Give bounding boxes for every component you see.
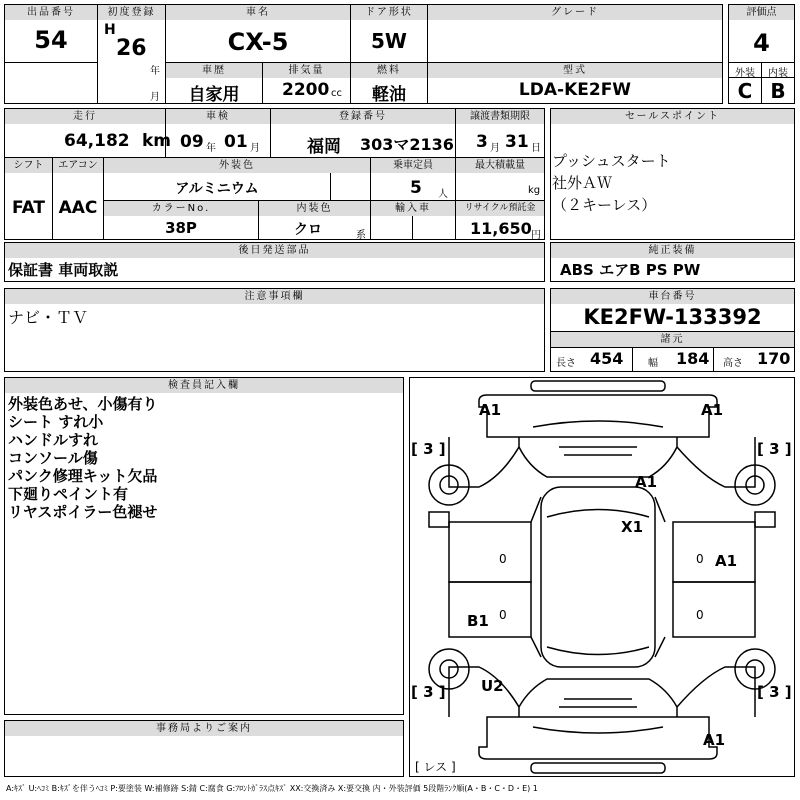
sales-point-2: 社外ＡＷ (552, 174, 613, 192)
score-label: 評価点 (729, 5, 794, 20)
grade-label: グレード (428, 5, 722, 20)
transfer-day: 31 (505, 132, 529, 152)
insp-month-unit: 月 (250, 143, 260, 154)
length: 454 (590, 349, 624, 368)
capacity-unit: 人 (438, 189, 448, 200)
shift: FAT (11, 198, 46, 218)
displacement: 2200 (282, 80, 330, 100)
score: 4 (753, 29, 770, 57)
damage-mark-rear-right: A1 (703, 731, 726, 749)
inspector-note: 下廻りペイント有 (8, 485, 129, 503)
regno-area: 福岡 (307, 137, 341, 157)
sales-point-1: プッシュスタート (552, 152, 671, 170)
transfer-day-unit: 日 (531, 143, 541, 154)
import-label: 輸入車 (371, 201, 455, 216)
width-label: 幅 (648, 358, 658, 369)
damage-mark-rear-left: U2 (481, 677, 504, 695)
car-diagram (409, 377, 795, 777)
recycle-label: リサイクル預託金 (456, 201, 544, 216)
genuine-label: 純正装備 (551, 243, 794, 258)
recycle-unit: 円 (531, 230, 541, 241)
inspector-note: リヤスポイラー色褪せ (8, 503, 158, 521)
displacement-unit: cc (331, 88, 342, 99)
seat-zero: 0 (696, 608, 704, 622)
month-unit: 月 (150, 92, 160, 103)
tire-front-left: [ 3 ] (411, 440, 446, 458)
year-unit: 年 (150, 66, 160, 77)
regno-num: 303マ2136 (360, 135, 454, 154)
model-label: 車名 (166, 5, 350, 20)
exterior-label: 外装 (735, 68, 755, 79)
color: アルミニウム (175, 181, 259, 197)
inspector-note: 外装色あせ、小傷有り (8, 395, 158, 413)
model-type: LDA-KE2FW (518, 80, 632, 100)
interior-color-unit: 系 (356, 230, 366, 241)
color-label: 外装色 (104, 158, 370, 173)
recycle: 11,650 (470, 219, 532, 238)
seat-zero: 0 (499, 552, 507, 566)
ac: AAC (58, 198, 98, 218)
interior-label: 内装 (768, 68, 788, 79)
lot-no-label: 出品番号 (5, 5, 97, 20)
type-label: 型式 (428, 63, 722, 78)
chassis-number: KE2FW-133392 (583, 305, 762, 329)
fuel: 軽油 (372, 85, 406, 105)
regno-label: 登録番号 (271, 109, 455, 124)
inspector-note: パンク修理キット欠品 (8, 467, 158, 485)
genuine-equipment: ABS エアB PS PW (560, 261, 701, 279)
lot-no: 54 (34, 26, 68, 54)
damage-mark-front-left: A1 (479, 401, 502, 419)
chassis-label: 車台番号 (551, 289, 794, 304)
mileage-unit: km (142, 131, 172, 151)
insp-year-unit: 年 (206, 143, 216, 154)
transfer-month: 3 (476, 132, 488, 152)
first-reg-year: 26 (116, 36, 147, 61)
era: H (104, 22, 116, 38)
sales-points-label: セールスポイント (551, 109, 794, 124)
damage-mark-center: X1 (621, 518, 644, 536)
capacity-label: 乗車定員 (371, 158, 455, 173)
inspector-label: 検査員記入欄 (5, 378, 403, 393)
transfer-label: 譲渡書類期限 (456, 109, 544, 124)
fuel-label: 燃料 (351, 63, 427, 78)
history-label: 車歴 (166, 63, 262, 78)
insp-month: 01 (224, 132, 248, 152)
interior-color: クロ (294, 222, 322, 238)
later-parts: 保証書 車両取説 (8, 261, 119, 279)
inspector-note: シート すれ小 (8, 413, 104, 431)
damage-mark-right-door: A1 (715, 552, 738, 570)
load-unit: kg (528, 185, 541, 196)
caution-label: 注意事項欄 (5, 289, 544, 304)
interior-grade: B (770, 79, 786, 103)
length-label: 長さ (556, 358, 576, 369)
caution: ナビ・ＴＶ (8, 308, 89, 327)
inspector-note: ハンドルすれ (8, 431, 99, 449)
mileage-label: 走行 (5, 109, 165, 124)
tire-rear-left: [ 3 ] (411, 683, 446, 701)
model-name: CX-5 (227, 28, 289, 56)
mileage: 64,182 (64, 131, 130, 151)
tire-front-right: [ 3 ] (757, 440, 792, 458)
sales-point-3: （２キーレス） (552, 196, 657, 214)
exterior-grade: C (737, 79, 753, 103)
spec-label: 諸元 (551, 332, 794, 347)
height: 170 (757, 349, 791, 368)
inspector-note: コンソール傷 (8, 449, 98, 467)
inspection-label: 車検 (166, 109, 270, 124)
seat-zero: 0 (696, 552, 704, 566)
tire-rear-right: [ 3 ] (757, 683, 792, 701)
color-no-label: カラーNo. (104, 201, 258, 216)
transfer-month-unit: 月 (490, 143, 500, 154)
seat-zero: 0 (499, 608, 507, 622)
damage-mark-left-rear: B1 (467, 612, 489, 630)
damage-mark-roof: A1 (635, 473, 658, 491)
displacement-label: 排気量 (263, 63, 350, 78)
width: 184 (676, 349, 710, 368)
first-reg-label: 初度登録 (98, 5, 165, 20)
history: 自家用 (188, 85, 240, 105)
ac-label: エアコン (53, 158, 103, 173)
office-label: 事務局よりご案内 (5, 721, 403, 736)
load-label: 最大積載量 (456, 158, 544, 173)
door-type: 5W (371, 29, 407, 53)
capacity: 5 (410, 178, 422, 198)
damage-mark-front-right: A1 (701, 401, 724, 419)
later-parts-label: 後日発送部品 (5, 243, 544, 258)
door-label: ドア形状 (351, 5, 427, 20)
height-label: 高さ (723, 358, 743, 369)
shift-label: シフト (5, 158, 52, 173)
color-no: 38P (165, 219, 197, 237)
spare-tire: [ レス ] (415, 760, 456, 774)
interior-color-label: 内装色 (259, 201, 370, 216)
damage-legend: A:ｷｽﾞ U:ﾍｺﾐ B:ｷｽﾞを伴うﾍｺﾐ P:要塗装 W:補修跡 S:錆 C:腐食 G:ﾌﾛﾝﾄｶﾞﾗｽ点ｷｽﾞ XX:交換済み X:要交換 内・外装評価 5段階ﾗﾝｸ順(A・B・C・D・E) 1 (6, 784, 538, 793)
insp-year: 09 (180, 132, 204, 152)
